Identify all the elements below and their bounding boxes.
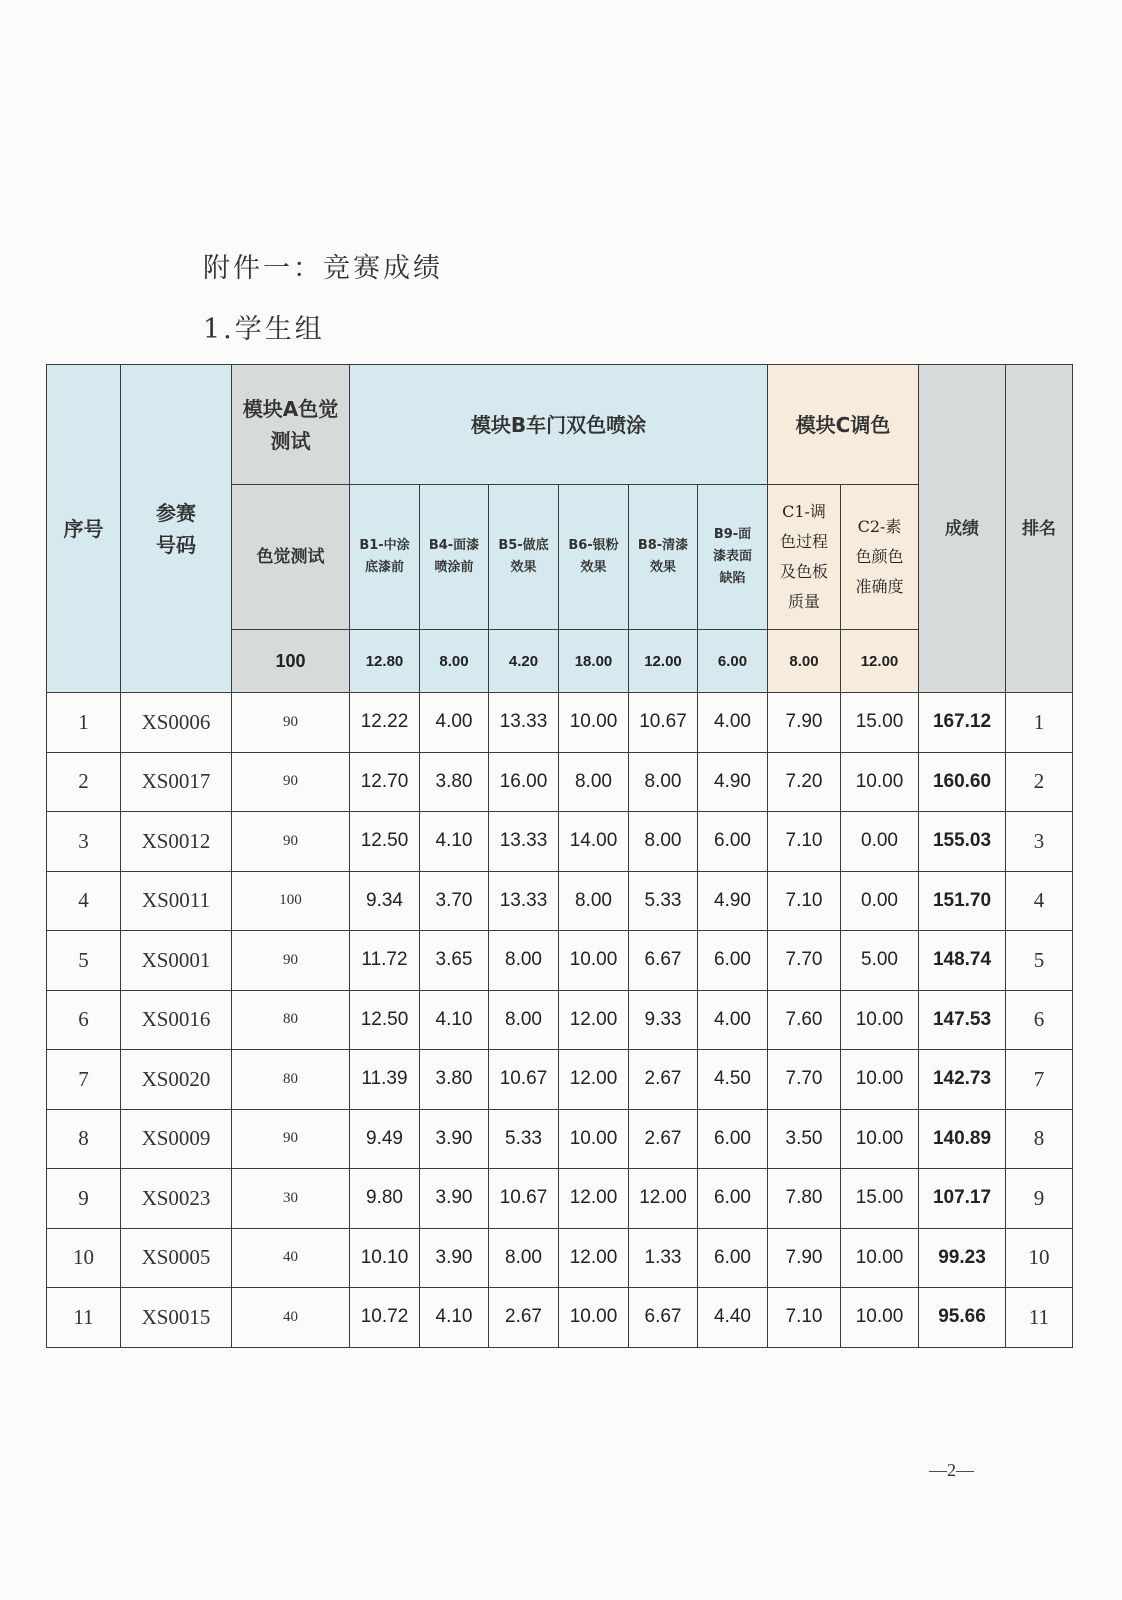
max-score-b5: 4.20: [489, 630, 559, 693]
table-row: [47, 1050, 1073, 1110]
b1-score-cell: 12.70: [350, 752, 420, 812]
contestant-id-cell: XS0009: [121, 1109, 232, 1169]
total-score-cell: 151.70: [919, 871, 1006, 931]
b4-score-cell: 3.90: [420, 1109, 489, 1169]
b9-score-cell: 4.50: [698, 1050, 768, 1110]
table-row: [47, 812, 1073, 872]
b6-score-cell: 8.00: [559, 871, 629, 931]
b8-score-cell: 6.67: [629, 1288, 698, 1348]
c2-score-cell: 10.00: [841, 1288, 919, 1348]
table-row: [47, 1288, 1073, 1348]
b9-score-cell: 4.90: [698, 752, 768, 812]
total-score-cell: 140.89: [919, 1109, 1006, 1169]
color-vision-score-cell: 90: [232, 693, 350, 753]
b4-score-cell: 3.70: [420, 871, 489, 931]
b5-score-cell: 8.00: [489, 1228, 559, 1288]
color-vision-score-cell: 90: [232, 931, 350, 991]
contestant-id-cell: XS0001: [121, 931, 232, 991]
seq-cell: 3: [47, 812, 121, 872]
rank-cell: 5: [1006, 931, 1073, 991]
b8-score-cell: 2.67: [629, 1050, 698, 1110]
c2-score-cell: 15.00: [841, 1169, 919, 1229]
b8-score-cell: 6.67: [629, 931, 698, 991]
b6-score-cell: 10.00: [559, 931, 629, 991]
c1-score-cell: 3.50: [768, 1109, 841, 1169]
b4-score-cell: 3.65: [420, 931, 489, 991]
b9-score-cell: 6.00: [698, 931, 768, 991]
color-vision-score-cell: 90: [232, 1109, 350, 1169]
rank-cell: 4: [1006, 871, 1073, 931]
b5-score-cell: 2.67: [489, 1288, 559, 1348]
b5-score-cell: 8.00: [489, 931, 559, 991]
table-row: [47, 931, 1073, 991]
b5-score-cell: 13.33: [489, 693, 559, 753]
table-row: [47, 1109, 1073, 1169]
rank-cell: 10: [1006, 1228, 1073, 1288]
rank-cell: 2: [1006, 752, 1073, 812]
table-row: [47, 871, 1073, 931]
rank-cell: 3: [1006, 812, 1073, 872]
contestant-id-cell: XS0005: [121, 1228, 232, 1288]
header-total: 成绩: [919, 365, 1006, 693]
color-vision-score-cell: 90: [232, 752, 350, 812]
b9-score-cell: 4.40: [698, 1288, 768, 1348]
max-score-a: 100: [232, 630, 350, 693]
b6-score-cell: 8.00: [559, 752, 629, 812]
c1-score-cell: 7.70: [768, 931, 841, 991]
table-row: [47, 990, 1073, 1050]
b9-score-cell: 4.00: [698, 693, 768, 753]
total-score-cell: 107.17: [919, 1169, 1006, 1229]
header-seq: 序号: [47, 365, 121, 693]
group-subheading: 1.学生组: [203, 314, 325, 345]
total-score-cell: 147.53: [919, 990, 1006, 1050]
total-score-cell: 148.74: [919, 931, 1006, 991]
b4-score-cell: 3.80: [420, 1050, 489, 1110]
seq-cell: 4: [47, 871, 121, 931]
max-score-b6: 18.00: [559, 630, 629, 693]
header-contestant-id: 参赛号码: [121, 365, 232, 693]
b1-score-cell: 12.22: [350, 693, 420, 753]
seq-cell: 11: [47, 1288, 121, 1348]
b9-score-cell: 6.00: [698, 1109, 768, 1169]
c1-score-cell: 7.10: [768, 1288, 841, 1348]
b1-score-cell: 11.72: [350, 931, 420, 991]
b6-score-cell: 10.00: [559, 1109, 629, 1169]
b4-score-cell: 4.00: [420, 693, 489, 753]
b5-score-cell: 13.33: [489, 871, 559, 931]
c2-score-cell: 10.00: [841, 1228, 919, 1288]
contestant-id-cell: XS0016: [121, 990, 232, 1050]
b6-score-cell: 12.00: [559, 1228, 629, 1288]
b4-score-cell: 3.80: [420, 752, 489, 812]
seq-cell: 10: [47, 1228, 121, 1288]
max-score-b4: 8.00: [420, 630, 489, 693]
b6-score-cell: 10.00: [559, 1288, 629, 1348]
subheader-b4: B4-面漆喷涂前: [420, 485, 489, 630]
seq-cell: 2: [47, 752, 121, 812]
b1-score-cell: 11.39: [350, 1050, 420, 1110]
color-vision-score-cell: 40: [232, 1288, 350, 1348]
attachment-heading: 附件一：竞赛成绩: [203, 253, 443, 284]
c2-score-cell: 10.00: [841, 990, 919, 1050]
color-vision-score-cell: 80: [232, 990, 350, 1050]
seq-cell: 9: [47, 1169, 121, 1229]
b8-score-cell: 10.67: [629, 693, 698, 753]
b5-score-cell: 8.00: [489, 990, 559, 1050]
rank-cell: 6: [1006, 990, 1073, 1050]
c1-score-cell: 7.90: [768, 693, 841, 753]
contestant-id-cell: XS0023: [121, 1169, 232, 1229]
score-rows: [47, 693, 1073, 1348]
seq-cell: 8: [47, 1109, 121, 1169]
b1-score-cell: 9.34: [350, 871, 420, 931]
b1-score-cell: 10.10: [350, 1228, 420, 1288]
contestant-id-cell: XS0015: [121, 1288, 232, 1348]
c1-score-cell: 7.70: [768, 1050, 841, 1110]
b6-score-cell: 12.00: [559, 1169, 629, 1229]
total-score-cell: 167.12: [919, 693, 1006, 753]
b9-score-cell: 6.00: [698, 1228, 768, 1288]
c1-score-cell: 7.90: [768, 1228, 841, 1288]
contestant-id-cell: XS0017: [121, 752, 232, 812]
c2-score-cell: 0.00: [841, 871, 919, 931]
contestant-id-cell: XS0011: [121, 871, 232, 931]
color-vision-score-cell: 30: [232, 1169, 350, 1229]
subheader-b9: B9-面漆表面缺陷: [698, 485, 768, 630]
seq-cell: 7: [47, 1050, 121, 1110]
b5-score-cell: 13.33: [489, 812, 559, 872]
b6-score-cell: 12.00: [559, 990, 629, 1050]
total-score-cell: 99.23: [919, 1228, 1006, 1288]
seq-cell: 5: [47, 931, 121, 991]
contestant-id-cell: XS0012: [121, 812, 232, 872]
b9-score-cell: 4.00: [698, 990, 768, 1050]
page-number: —2—: [929, 1460, 974, 1480]
b1-score-cell: 9.49: [350, 1109, 420, 1169]
b8-score-cell: 1.33: [629, 1228, 698, 1288]
c1-score-cell: 7.10: [768, 871, 841, 931]
c2-score-cell: 0.00: [841, 812, 919, 872]
total-score-cell: 142.73: [919, 1050, 1006, 1110]
b4-score-cell: 4.10: [420, 812, 489, 872]
color-vision-score-cell: 100: [232, 871, 350, 931]
b1-score-cell: 9.80: [350, 1169, 420, 1229]
seq-cell: 6: [47, 990, 121, 1050]
max-score-b9: 6.00: [698, 630, 768, 693]
table-row: [47, 693, 1073, 753]
b8-score-cell: 8.00: [629, 812, 698, 872]
score-table: [46, 364, 1073, 1348]
color-vision-score-cell: 40: [232, 1228, 350, 1288]
b8-score-cell: 9.33: [629, 990, 698, 1050]
contestant-id-cell: XS0006: [121, 693, 232, 753]
b1-score-cell: 12.50: [350, 812, 420, 872]
max-score-b8: 12.00: [629, 630, 698, 693]
b4-score-cell: 3.90: [420, 1228, 489, 1288]
b6-score-cell: 14.00: [559, 812, 629, 872]
c2-score-cell: 5.00: [841, 931, 919, 991]
b5-score-cell: 10.67: [489, 1050, 559, 1110]
header-module-a: 模块A色觉测试: [232, 365, 350, 485]
b4-score-cell: 4.10: [420, 990, 489, 1050]
subheader-b5: B5-做底效果: [489, 485, 559, 630]
b6-score-cell: 10.00: [559, 693, 629, 753]
b5-score-cell: 16.00: [489, 752, 559, 812]
b8-score-cell: 12.00: [629, 1169, 698, 1229]
max-score-c2: 12.00: [841, 630, 919, 693]
c2-score-cell: 10.00: [841, 752, 919, 812]
b6-score-cell: 12.00: [559, 1050, 629, 1110]
contestant-id-cell: XS0020: [121, 1050, 232, 1110]
total-score-cell: 155.03: [919, 812, 1006, 872]
max-score-b1: 12.80: [350, 630, 420, 693]
b4-score-cell: 4.10: [420, 1288, 489, 1348]
rank-cell: 7: [1006, 1050, 1073, 1110]
header-module-c: 模块C调色: [768, 365, 919, 485]
c1-score-cell: 7.80: [768, 1169, 841, 1229]
b9-score-cell: 4.90: [698, 871, 768, 931]
table-row: [47, 752, 1073, 812]
rank-cell: 9: [1006, 1169, 1073, 1229]
c1-score-cell: 7.20: [768, 752, 841, 812]
b8-score-cell: 2.67: [629, 1109, 698, 1169]
header-rank: 排名: [1006, 365, 1073, 693]
subheader-c2: C2-素色颜色准确度: [841, 485, 919, 630]
subheader-color-vision: 色觉测试: [232, 485, 350, 630]
color-vision-score-cell: 80: [232, 1050, 350, 1110]
b9-score-cell: 6.00: [698, 812, 768, 872]
c2-score-cell: 15.00: [841, 693, 919, 753]
c2-score-cell: 10.00: [841, 1050, 919, 1110]
rank-cell: 8: [1006, 1109, 1073, 1169]
b5-score-cell: 5.33: [489, 1109, 559, 1169]
b8-score-cell: 5.33: [629, 871, 698, 931]
table-row: [47, 1169, 1073, 1229]
c2-score-cell: 10.00: [841, 1109, 919, 1169]
b9-score-cell: 6.00: [698, 1169, 768, 1229]
rank-cell: 1: [1006, 693, 1073, 753]
c1-score-cell: 7.10: [768, 812, 841, 872]
subheader-b6: B6-银粉效果: [559, 485, 629, 630]
b8-score-cell: 8.00: [629, 752, 698, 812]
total-score-cell: 95.66: [919, 1288, 1006, 1348]
rank-cell: 11: [1006, 1288, 1073, 1348]
table-row: [47, 1228, 1073, 1288]
b1-score-cell: 10.72: [350, 1288, 420, 1348]
color-vision-score-cell: 90: [232, 812, 350, 872]
b5-score-cell: 10.67: [489, 1169, 559, 1229]
subheader-c1: C1-调色过程及色板质量: [768, 485, 841, 630]
seq-cell: 1: [47, 693, 121, 753]
b4-score-cell: 3.90: [420, 1169, 489, 1229]
c1-score-cell: 7.60: [768, 990, 841, 1050]
subheader-b1: B1-中涂底漆前: [350, 485, 420, 630]
total-score-cell: 160.60: [919, 752, 1006, 812]
header-module-b: 模块B车门双色喷涂: [350, 365, 768, 485]
b1-score-cell: 12.50: [350, 990, 420, 1050]
max-score-c1: 8.00: [768, 630, 841, 693]
subheader-b8: B8-清漆效果: [629, 485, 698, 630]
